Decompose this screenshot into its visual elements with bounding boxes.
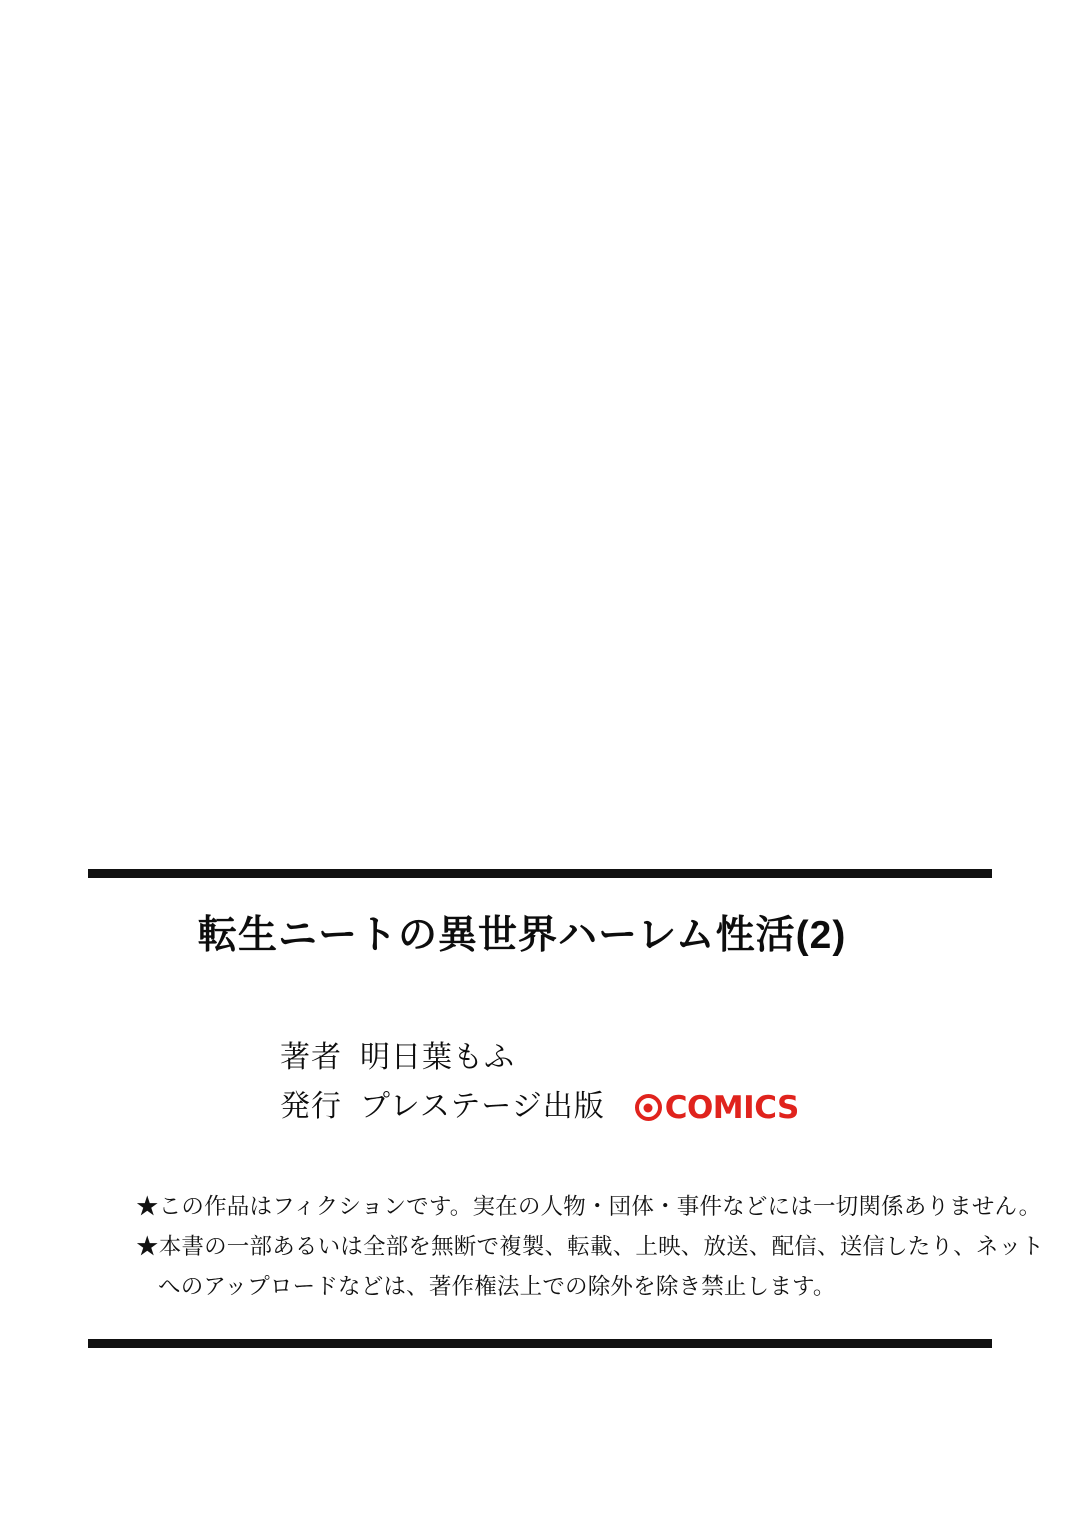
- credits-list: [88, 1034, 992, 1133]
- publisher-label: 発行: [280, 1090, 342, 1124]
- notice-line-copyright: ★本書の一部あるいは全部を無断で複製、転載、上映、放送、配信、送信したり、ネット: [136, 1233, 1045, 1259]
- bullseye-icon: [635, 1094, 662, 1121]
- author-name: 明日葉もふ: [360, 1041, 515, 1074]
- colophon-block: [88, 869, 1045, 1348]
- divider-top: [88, 869, 992, 878]
- notice-line-copyright-cont: へのアップロードなどは、著作権法上での除外を除き禁止します。: [158, 1273, 836, 1299]
- title-line: [88, 878, 992, 960]
- credit-row-publisher: [280, 1083, 992, 1133]
- credit-row-author: [280, 1034, 992, 1083]
- notice-line-fiction: ★この作品はフィクションです。実在の人物・団体・事件などには一切関係ありません。: [136, 1193, 1042, 1219]
- publisher-logo: [635, 1083, 799, 1133]
- publisher-logo-text: COMICS: [664, 1089, 799, 1126]
- publisher-name: プレステージ出版: [360, 1090, 605, 1124]
- divider-bottom-wrap: [88, 1339, 992, 1348]
- legal-notices: [88, 1187, 1045, 1307]
- author-label: 著者: [280, 1041, 342, 1074]
- book-title: 転生ニートの異世界ハーレム性活(2): [198, 914, 847, 957]
- divider-bottom: [88, 1339, 992, 1348]
